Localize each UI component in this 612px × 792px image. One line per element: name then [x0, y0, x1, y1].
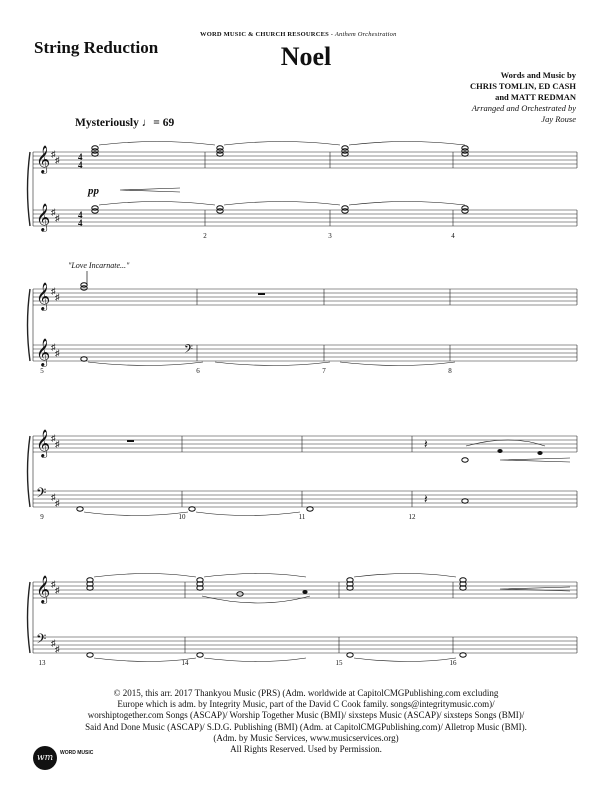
- measure-number: 3: [328, 232, 332, 240]
- brace: [28, 436, 31, 507]
- tie: [224, 142, 340, 146]
- measure-number: 10: [178, 513, 186, 521]
- copyright-line-6: All Rights Reserved. Used by Permission.: [230, 744, 382, 755]
- sharp-icon: ♯: [55, 292, 60, 302]
- tie: [204, 574, 306, 578]
- treble-clef-icon: 𝄞: [36, 429, 51, 457]
- whole-note: [460, 653, 466, 657]
- time-signature-bottom: 4: [78, 218, 83, 228]
- measure-number: 13: [38, 659, 46, 667]
- tie: [94, 574, 196, 578]
- sharp-icon: ♯: [51, 207, 56, 217]
- whole-note: [197, 653, 203, 657]
- publisher-name: WORD MUSIC & CHURCH RESOURCES: [200, 31, 329, 38]
- composers-line-1: CHRIS TOMLIN, ED CASH: [470, 81, 576, 91]
- treble-clef-icon: 𝄞: [36, 203, 51, 231]
- treble-clef-icon: 𝄞: [36, 575, 51, 603]
- whole-note: [462, 152, 468, 156]
- whole-note: [92, 152, 98, 156]
- copyright-line-3: worshiptogether.com Songs (ASCAP)/ Worship Together Music (BMI)/ sixsteps Music (ASCAP)/ sixsteps Songs (BMI)/: [87, 710, 525, 721]
- whole-note: [462, 209, 468, 213]
- whole-note: [342, 209, 348, 213]
- tie: [349, 142, 465, 146]
- sharp-icon: ♯: [51, 342, 56, 352]
- whole-note: [87, 653, 93, 657]
- half-note: [81, 357, 87, 361]
- staff-system: [28, 289, 578, 361]
- slur: [466, 440, 545, 446]
- measure-number: 14: [181, 659, 189, 667]
- sharp-icon: ♯: [51, 579, 56, 589]
- tie: [224, 202, 340, 206]
- sharp-icon: ♯: [51, 433, 56, 443]
- sharp-icon: ♯: [55, 498, 60, 508]
- copyright-line-5: (Adm. by Music Services, www.musicservices.org): [213, 732, 399, 743]
- whole-note: [342, 152, 348, 156]
- arranged-label: Arranged and Orchestrated by: [471, 103, 576, 113]
- sharp-icon: ♯: [55, 155, 60, 165]
- tempo-text: Mysteriously: [75, 117, 139, 129]
- bass-clef-icon: 𝄢: [36, 485, 47, 504]
- bass-clef-change-icon: 𝄢: [184, 344, 194, 359]
- staff-system: [28, 436, 578, 507]
- quarter-note: [537, 451, 542, 455]
- composers-line-2: and MATT REDMAN: [495, 92, 576, 102]
- whole-note: [189, 507, 195, 511]
- time-signature-top: 4: [78, 210, 83, 220]
- words-music-label: Words and Music by: [500, 70, 576, 80]
- slur: [202, 596, 310, 603]
- whole-note: [217, 152, 223, 156]
- sharp-icon: ♯: [51, 638, 56, 648]
- tie: [99, 142, 215, 146]
- copyright-notice: [0, 688, 612, 755]
- brace: [28, 582, 31, 653]
- treble-clef-icon: 𝄞: [36, 338, 51, 366]
- treble-clef-icon: 𝄞: [36, 282, 51, 310]
- time-signature-bottom: 4: [78, 160, 83, 170]
- tie: [204, 658, 306, 662]
- whole-note: [92, 209, 98, 213]
- measure-number: 5: [40, 367, 44, 375]
- quarter-note: [302, 590, 307, 594]
- whole-note: [217, 209, 223, 213]
- measure-number: 9: [40, 513, 44, 521]
- crescendo-hairpin: [500, 458, 570, 462]
- sharp-icon: ♯: [55, 644, 60, 654]
- measure-number: 8: [448, 367, 452, 375]
- half-note: [81, 286, 87, 290]
- copyright-line-1: © 2015, this arr. 2017 Thankyou Music (PRS) (Adm. worldwide at CapitolCMGPublishing.com excluding: [113, 688, 499, 698]
- quarter-note-icon: ♩: [141, 117, 154, 129]
- publisher-series: - Anthem Orchestration: [328, 31, 397, 38]
- sharp-icon: ♯: [51, 492, 56, 502]
- tempo-value: = 69: [153, 117, 175, 129]
- tie: [84, 512, 188, 516]
- sharp-icon: ♯: [55, 213, 60, 223]
- whole-rest: [258, 293, 265, 295]
- quarter-rest-icon: 𝄽: [424, 437, 428, 451]
- measure-number: 7: [322, 367, 326, 375]
- whole-rest: [127, 440, 134, 442]
- sharp-icon: ♯: [51, 149, 56, 159]
- dynamic-pp: pp: [88, 185, 99, 197]
- tie: [99, 202, 215, 206]
- staff-system: [28, 152, 578, 226]
- sharp-icon: ♯: [55, 348, 60, 358]
- measure-number: 2: [203, 232, 207, 240]
- brace: [28, 152, 31, 226]
- tie: [340, 362, 455, 366]
- song-title: Noel: [280, 42, 332, 71]
- bass-clef-icon: 𝄢: [36, 631, 47, 650]
- copyright-line-2: Europe which is adm. by Integrity Music, part of the David C Cook family. songs@integritymusic.com)/: [117, 699, 495, 710]
- tie: [354, 658, 456, 662]
- whole-note: [307, 507, 313, 511]
- tie: [215, 362, 330, 366]
- brace: [28, 289, 31, 361]
- half-note: [462, 499, 468, 503]
- measure-number: 11: [298, 513, 306, 521]
- quarter-rest-icon: 𝄽: [424, 492, 428, 506]
- treble-clef-icon: 𝄞: [36, 145, 51, 173]
- crescendo-hairpin: [500, 587, 570, 591]
- tie: [354, 574, 456, 578]
- whole-note: [347, 653, 353, 657]
- sharp-icon: ♯: [55, 439, 60, 449]
- tie: [88, 362, 203, 366]
- copyright-line-4: Said And Done Music (ASCAP)/ S.D.G. Publishing (BMI) (Adm. at CapitolCMGPublishing.com)/ Alletrop Music (BMI).: [85, 721, 527, 732]
- measure-number: 16: [449, 659, 457, 667]
- sharp-icon: ♯: [55, 585, 60, 595]
- staff-system: [28, 582, 578, 653]
- half-note: [462, 458, 468, 462]
- sharp-icon: ♯: [51, 286, 56, 296]
- tie: [349, 202, 465, 206]
- measure-number: 6: [196, 367, 200, 375]
- measure-number: 12: [408, 513, 416, 521]
- logo-text: WORD MUSIC: [60, 750, 94, 756]
- measure-number: 15: [335, 659, 343, 667]
- measure-number: 4: [451, 232, 455, 240]
- quarter-note: [497, 449, 502, 453]
- arranger-name: Jay Rouse: [541, 114, 576, 124]
- part-name: String Reduction: [34, 38, 159, 57]
- lyric-cue: "Love Incarnate...": [68, 261, 130, 270]
- word-music-logo-icon: wm: [33, 746, 57, 770]
- whole-note: [77, 507, 83, 511]
- tie: [196, 512, 300, 516]
- time-signature-top: 4: [78, 152, 83, 162]
- crescendo-hairpin: [120, 188, 180, 192]
